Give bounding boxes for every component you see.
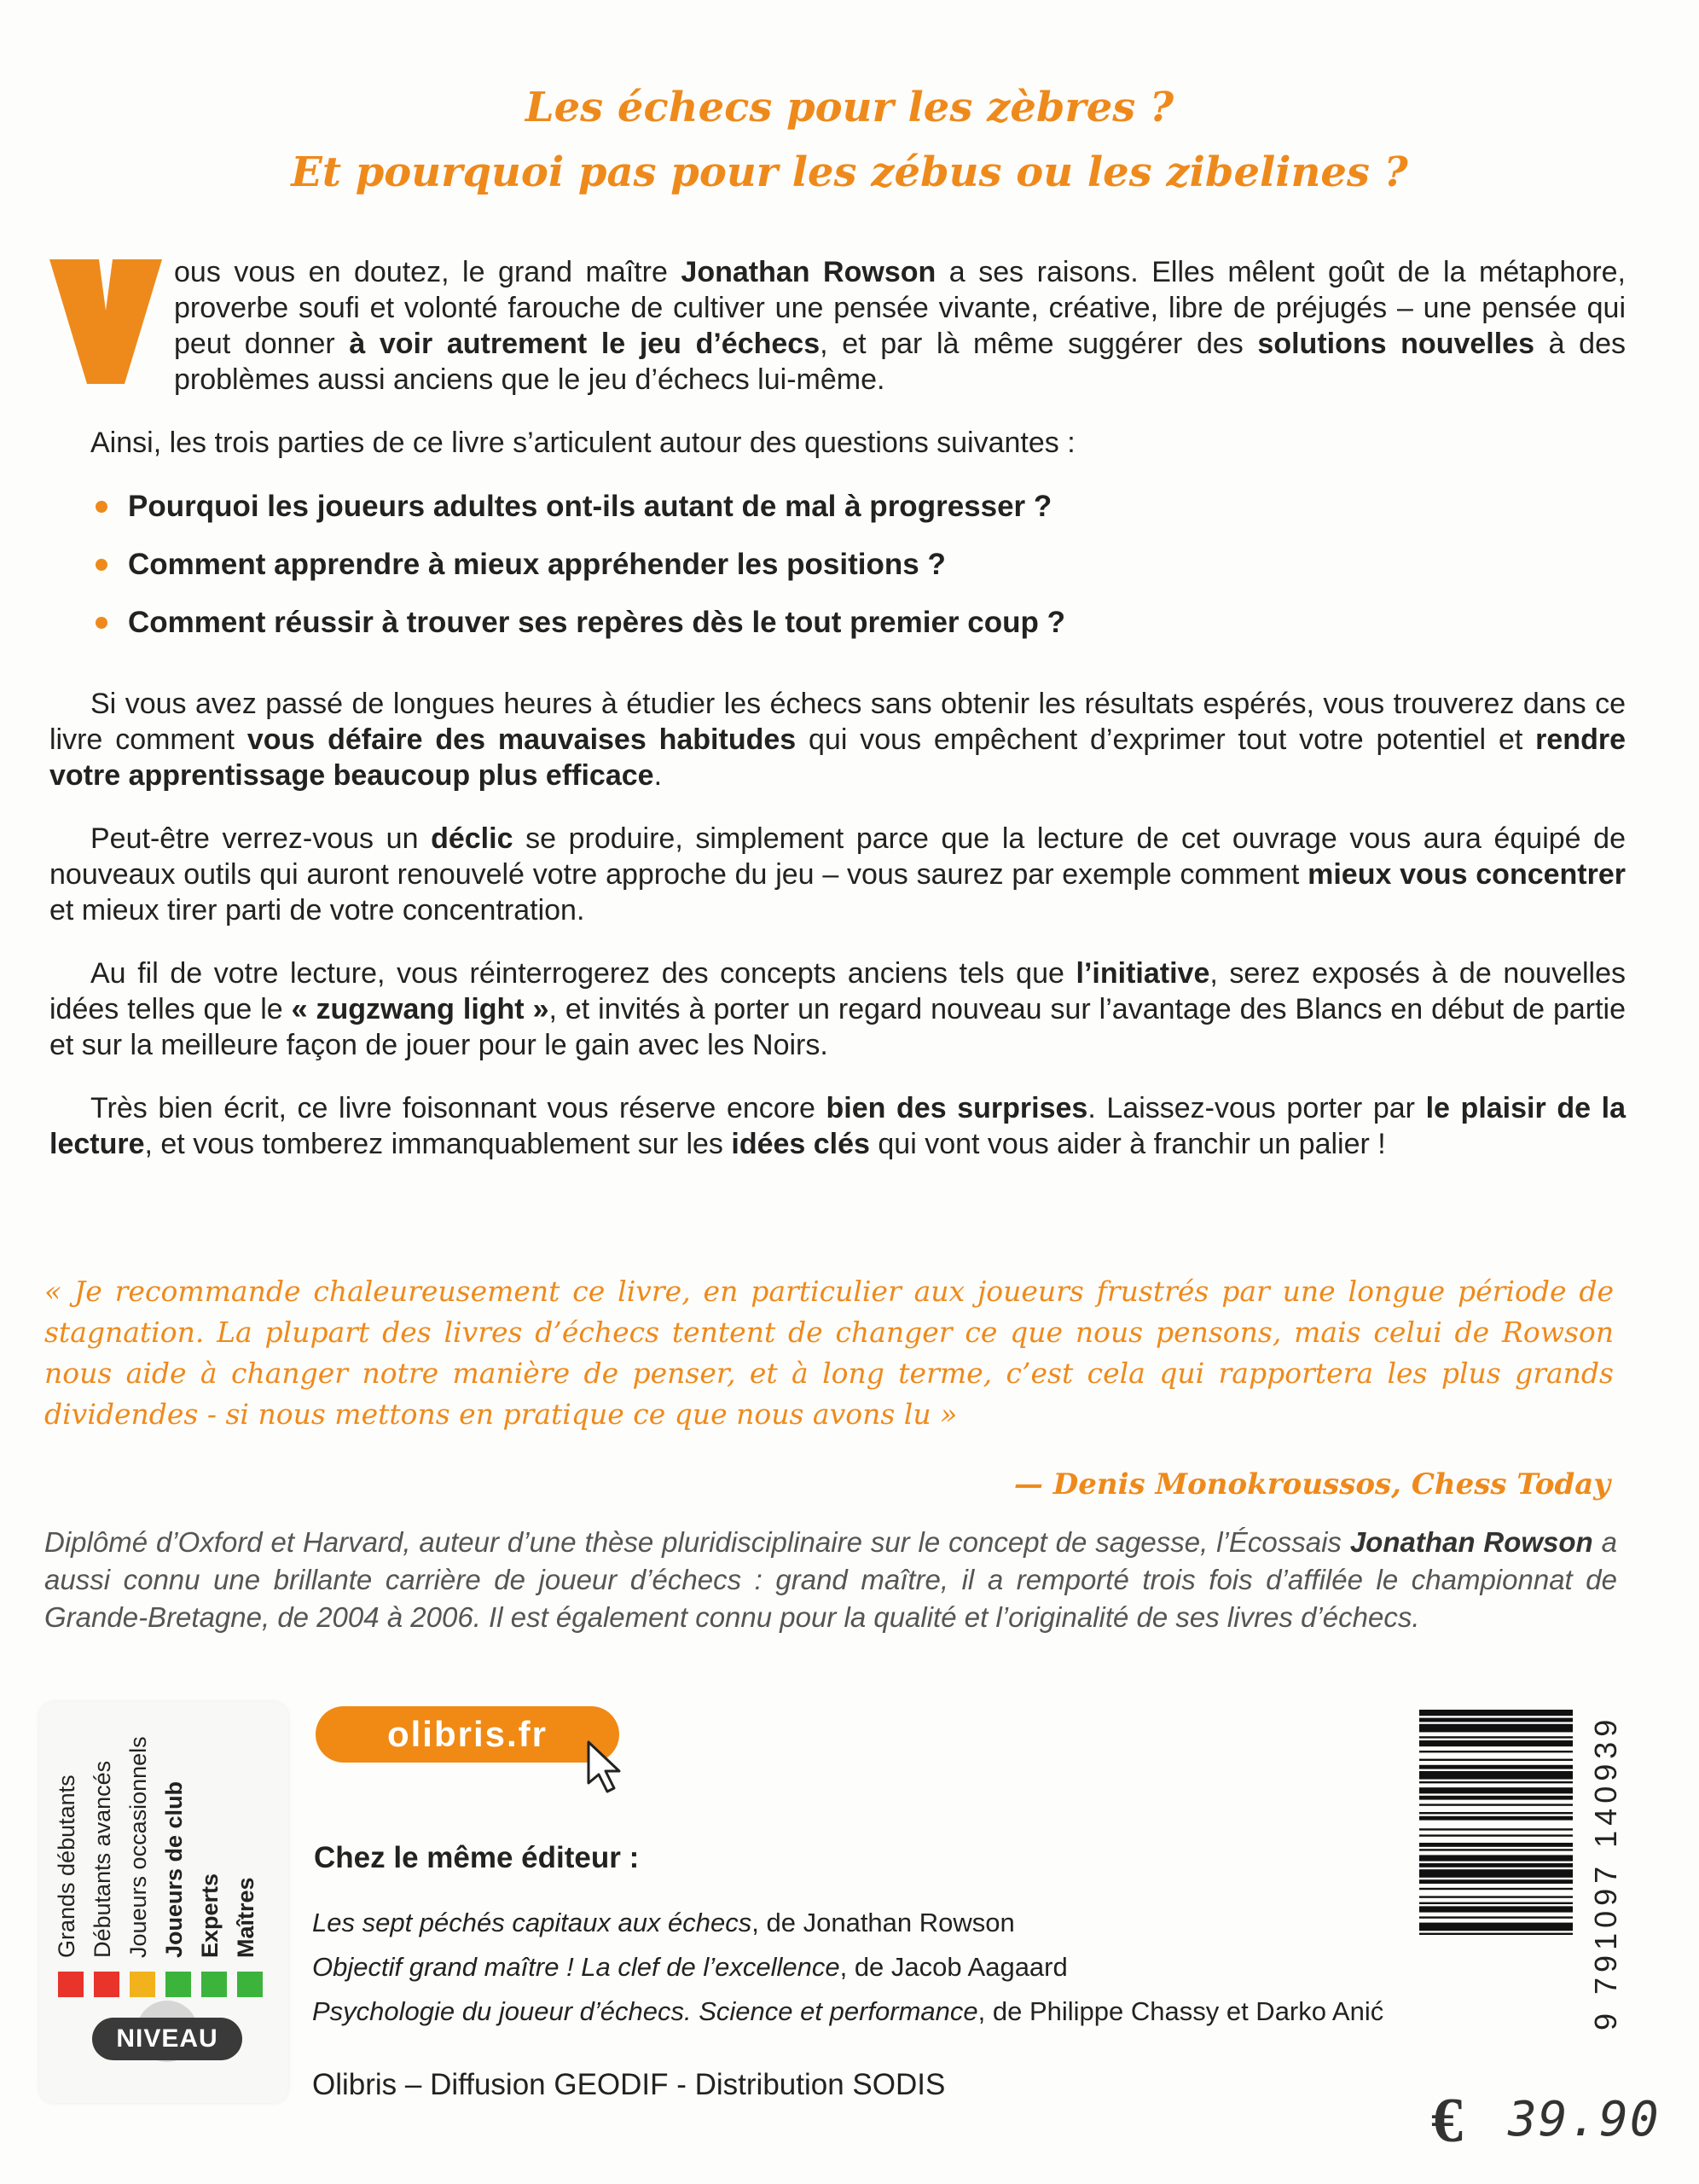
barcode-bar: [1419, 1828, 1573, 1830]
level-swatch: [94, 1972, 119, 1997]
quote-author: — Denis Monokroussos, Chess Today: [1013, 1467, 1610, 1502]
level-swatch: [130, 1972, 155, 1997]
question-item: Pourquoi les joueurs adultes ont-ils autant de mal à progresser ?: [128, 478, 1626, 536]
niveau-badge: NIVEAU: [92, 2018, 242, 2060]
barcode-bar: [1419, 1888, 1573, 1890]
review-quote: « Je recommande chaleureusement ce livre, en particulier aux joueurs frustrés par une longue période de stagnation. La plupart des livres d’échecs tentent de changer ce que nous pensons, mais celui de Rowson nous aide à changer notre manière de penser, et à long terme, c’est cela qui rapportera les plus grands dividendes - si nous mettons en pratique ce que nous avons lu »: [44, 1275, 1614, 1431]
barcode-bar: [1419, 1855, 1573, 1861]
barcode-bar: [1419, 1796, 1573, 1800]
barcode-bar: [1419, 1816, 1573, 1821]
barcode-bar: [1419, 1933, 1573, 1935]
barcode-bar: [1419, 1751, 1573, 1752]
barcode-bar: [1419, 1759, 1573, 1761]
barcode-bar: [1419, 1765, 1573, 1769]
barcode-bar: [1419, 1710, 1573, 1716]
barcode-bar: [1419, 1849, 1573, 1850]
barcode-bar: [1419, 1902, 1573, 1904]
barcode-bar: [1419, 1923, 1573, 1931]
level-swatch: [201, 1972, 227, 1997]
dropcap-v: [49, 259, 162, 384]
price-sticker: [1419, 2078, 1661, 2160]
barcode-bar: [1419, 1781, 1573, 1783]
author-bio: Diplômé d’Oxford et Harvard, auteur d’une thèse pluridisciplinaire sur le concept de sagesse, l’Écossais Jonathan Rowson a aussi connu une brillante carrière de joueur d’échecs : grand maître, il a remporté trois fois d’affilée le championnat de Grande-Bretagne, de 2004 à 2006. Il est également connu pour la qualité et l’originalité de ses livres d’échecs.: [44, 1526, 1617, 1633]
barcode-bar: [1419, 1718, 1573, 1722]
level-experts: Experts: [198, 1736, 229, 1958]
habits-paragraph: Si vous avez passé de longues heures à étudier les échecs sans obtenir les résultats espérés, vous trouverez dans ce livre comment vous défaire des mauvaises habitudes qui vous empêchent d’exprimer tout votre potentiel et rendre votre apprentissage beaucoup plus efficace.: [49, 688, 1626, 792]
level-swatch: [237, 1972, 263, 1997]
level-card: [39, 1702, 288, 2103]
question-list: [128, 478, 1626, 652]
level-maitres: Maîtres: [234, 1736, 264, 1958]
book-item: Les sept péchés capitaux aux échecs, de Jonathan Rowson: [312, 1908, 1015, 1937]
barcode-bar: [1419, 1736, 1573, 1738]
barcode-bar: [1419, 1906, 1573, 1912]
barcode-bar: [1419, 1879, 1573, 1884]
level-grands-debutants: Grands débutants: [55, 1736, 85, 1958]
concepts-paragraph: Au fil de votre lecture, vous réinterrogerez des concepts anciens tels que l’initiative, serez exposés à de nouvelles idées telles que le « zugzwang light », et invités à porter un regard nouveau sur l’avantage des Blancs en début de partie et sur la meilleure façon de jouer pour le gain avec les Noirs.: [49, 957, 1627, 1061]
barcode-bar: [1419, 1863, 1573, 1867]
intro-paragraph: ous vous en doutez, le grand maître Jonathan Rowson a ses raisons. Elles mêlent goût de la métaphore, proverbe soufi et volonté farouche de cultiver une pensée vivante, créative, libre de préjugés – une pensée qui peut donner à voir autrement le jeu d’échecs, et par là même suggérer des solutions nouvelles à des problèmes aussi anciens que le jeu d’échecs lui-même.: [49, 254, 1626, 398]
book-item: Psychologie du joueur d’échecs. Science et performance, de Philippe Chassy et Darko Anić: [312, 1996, 1384, 2026]
same-publisher-list: [312, 1901, 1404, 2034]
barcode-bar: [1419, 1916, 1573, 1918]
barcode-bar: [1419, 1812, 1573, 1814]
barcode-bar: [1419, 1771, 1573, 1780]
headline-line-2: Et pourquoi pas pour les zébus ou les zibelines ?: [291, 148, 1408, 196]
price-value: 39.90: [1508, 2092, 1661, 2147]
distribution-line: Olibris – Diffusion GEODIF - Distribution SODIS: [312, 2068, 946, 2101]
question-item: Comment apprendre à mieux appréhender les positions ?: [128, 536, 1626, 594]
headline-line-1: Les échecs pour les zèbres ?: [525, 84, 1174, 131]
barcode-bar: [1419, 1804, 1573, 1805]
question-item: Comment réussir à trouver ses repères dès le tout premier coup ?: [128, 594, 1626, 652]
level-swatch: [58, 1972, 84, 1997]
declic-paragraph: Peut-être verrez-vous un déclic se produire, simplement parce que la lecture de cet ouvrage vous aura équipé de nouveaux outils qui auront renouvelé votre approche du jeu – vous saurez par exemple comment mieux vous concentrer et mieux tirer parti de votre concentration.: [49, 822, 1626, 926]
book-item: Objectif grand maître ! La clef de l’excellence, de Jacob Aagaard: [312, 1952, 1068, 1982]
barcode: [1419, 1706, 1573, 2030]
isbn-number: 9 791097 140939: [1588, 1714, 1623, 2030]
ainsi-paragraph: Ainsi, les trois parties de ce livre s’articulent autour des questions suivantes :: [90, 427, 1076, 459]
level-debutants-avances: Débutants avancés: [90, 1736, 121, 1958]
barcode-bar: [1419, 1834, 1573, 1836]
main-body: [49, 254, 1626, 1189]
level-joueurs-occasionnels: Joueurs occasionnels: [126, 1736, 157, 1958]
barcode-bar: [1419, 1740, 1573, 1746]
level-swatch: [165, 1972, 191, 1997]
cursor-arrow-icon: [585, 1740, 633, 1795]
website-link[interactable]: olibris.fr: [316, 1706, 619, 1763]
barcode-bar: [1419, 1724, 1573, 1733]
barcode-bar: [1419, 1869, 1573, 1878]
barcode-bar: [1419, 1787, 1573, 1793]
surprises-paragraph: Très bien écrit, ce livre foisonnant vous réserve encore bien des surprises. Laissez-vous porter par le plaisir de la lecture, et vous tomberez immanquablement sur les idées clés qui vont vous aider à franchir un palier !: [49, 1092, 1626, 1160]
barcode-bar: [1419, 1843, 1573, 1847]
same-publisher-heading: Chez le même éditeur :: [314, 1841, 640, 1874]
price-currency: €: [1431, 2086, 1463, 2156]
level-joueurs-de-club: Joueurs de club: [162, 1736, 193, 1958]
barcode-bar: [1419, 1896, 1573, 1897]
